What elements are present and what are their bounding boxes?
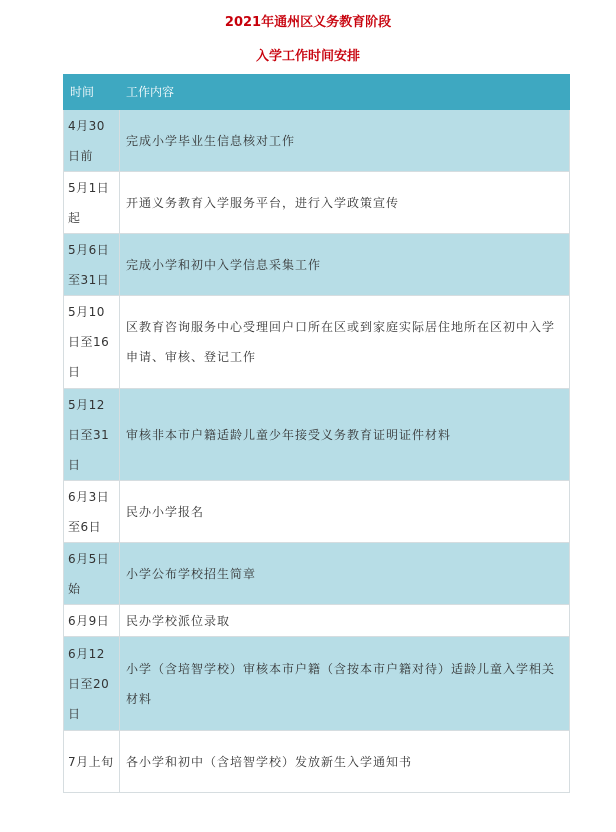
row-content: 小学（含培智学校）审核本市户籍（含按本市户籍对待）适龄儿童入学相关材料 [120,637,570,731]
row-date: 6月9日 [64,605,120,637]
row-date: 7月上旬 [64,731,120,793]
header-time: 时间 [64,75,120,110]
table-row [64,110,570,172]
table-row [64,605,570,637]
table-row [64,172,570,234]
row-date: 5月1日起 [64,172,120,234]
row-content: 民办学校派位录取 [120,605,570,637]
table-row [64,731,570,793]
page-title: 2021年通州区义务教育阶段 [224,15,392,30]
row-content: 审核非本市户籍适龄儿童少年接受义务教育证明证件材料 [120,389,570,481]
row-content: 完成小学毕业生信息核对工作 [120,110,570,172]
row-date: 5月6日至31日 [64,234,120,296]
row-content: 区教育咨询服务中心受理回户口所在区或到家庭实际居住地所在区初中入学申请、审核、登记工作 [120,296,570,389]
row-date: 5月10日至16日 [64,296,120,389]
row-date: 6月12日至20日 [64,637,120,731]
row-content: 开通义务教育入学服务平台，进行入学政策宣传 [120,172,570,234]
row-content: 小学公布学校招生简章 [120,543,570,605]
row-content: 民办小学报名 [120,481,570,543]
table-header-row [64,75,570,110]
table-row [64,637,570,731]
row-date: 5月12日至31日 [64,389,120,481]
row-content: 各小学和初中（含培智学校）发放新生入学通知书 [120,731,570,793]
table-row [64,481,570,543]
page-subtitle: 入学工作时间安排 [255,49,360,64]
row-content: 完成小学和初中入学信息采集工作 [120,234,570,296]
table-row [64,296,570,389]
row-date: 6月3日至6日 [64,481,120,543]
row-date: 4月30日前 [64,110,120,172]
table-row [64,389,570,481]
header-content: 工作内容 [120,75,570,110]
table-row [64,543,570,605]
row-date: 6月5日始 [64,543,120,605]
schedule-table [63,74,570,793]
table-row [64,234,570,296]
